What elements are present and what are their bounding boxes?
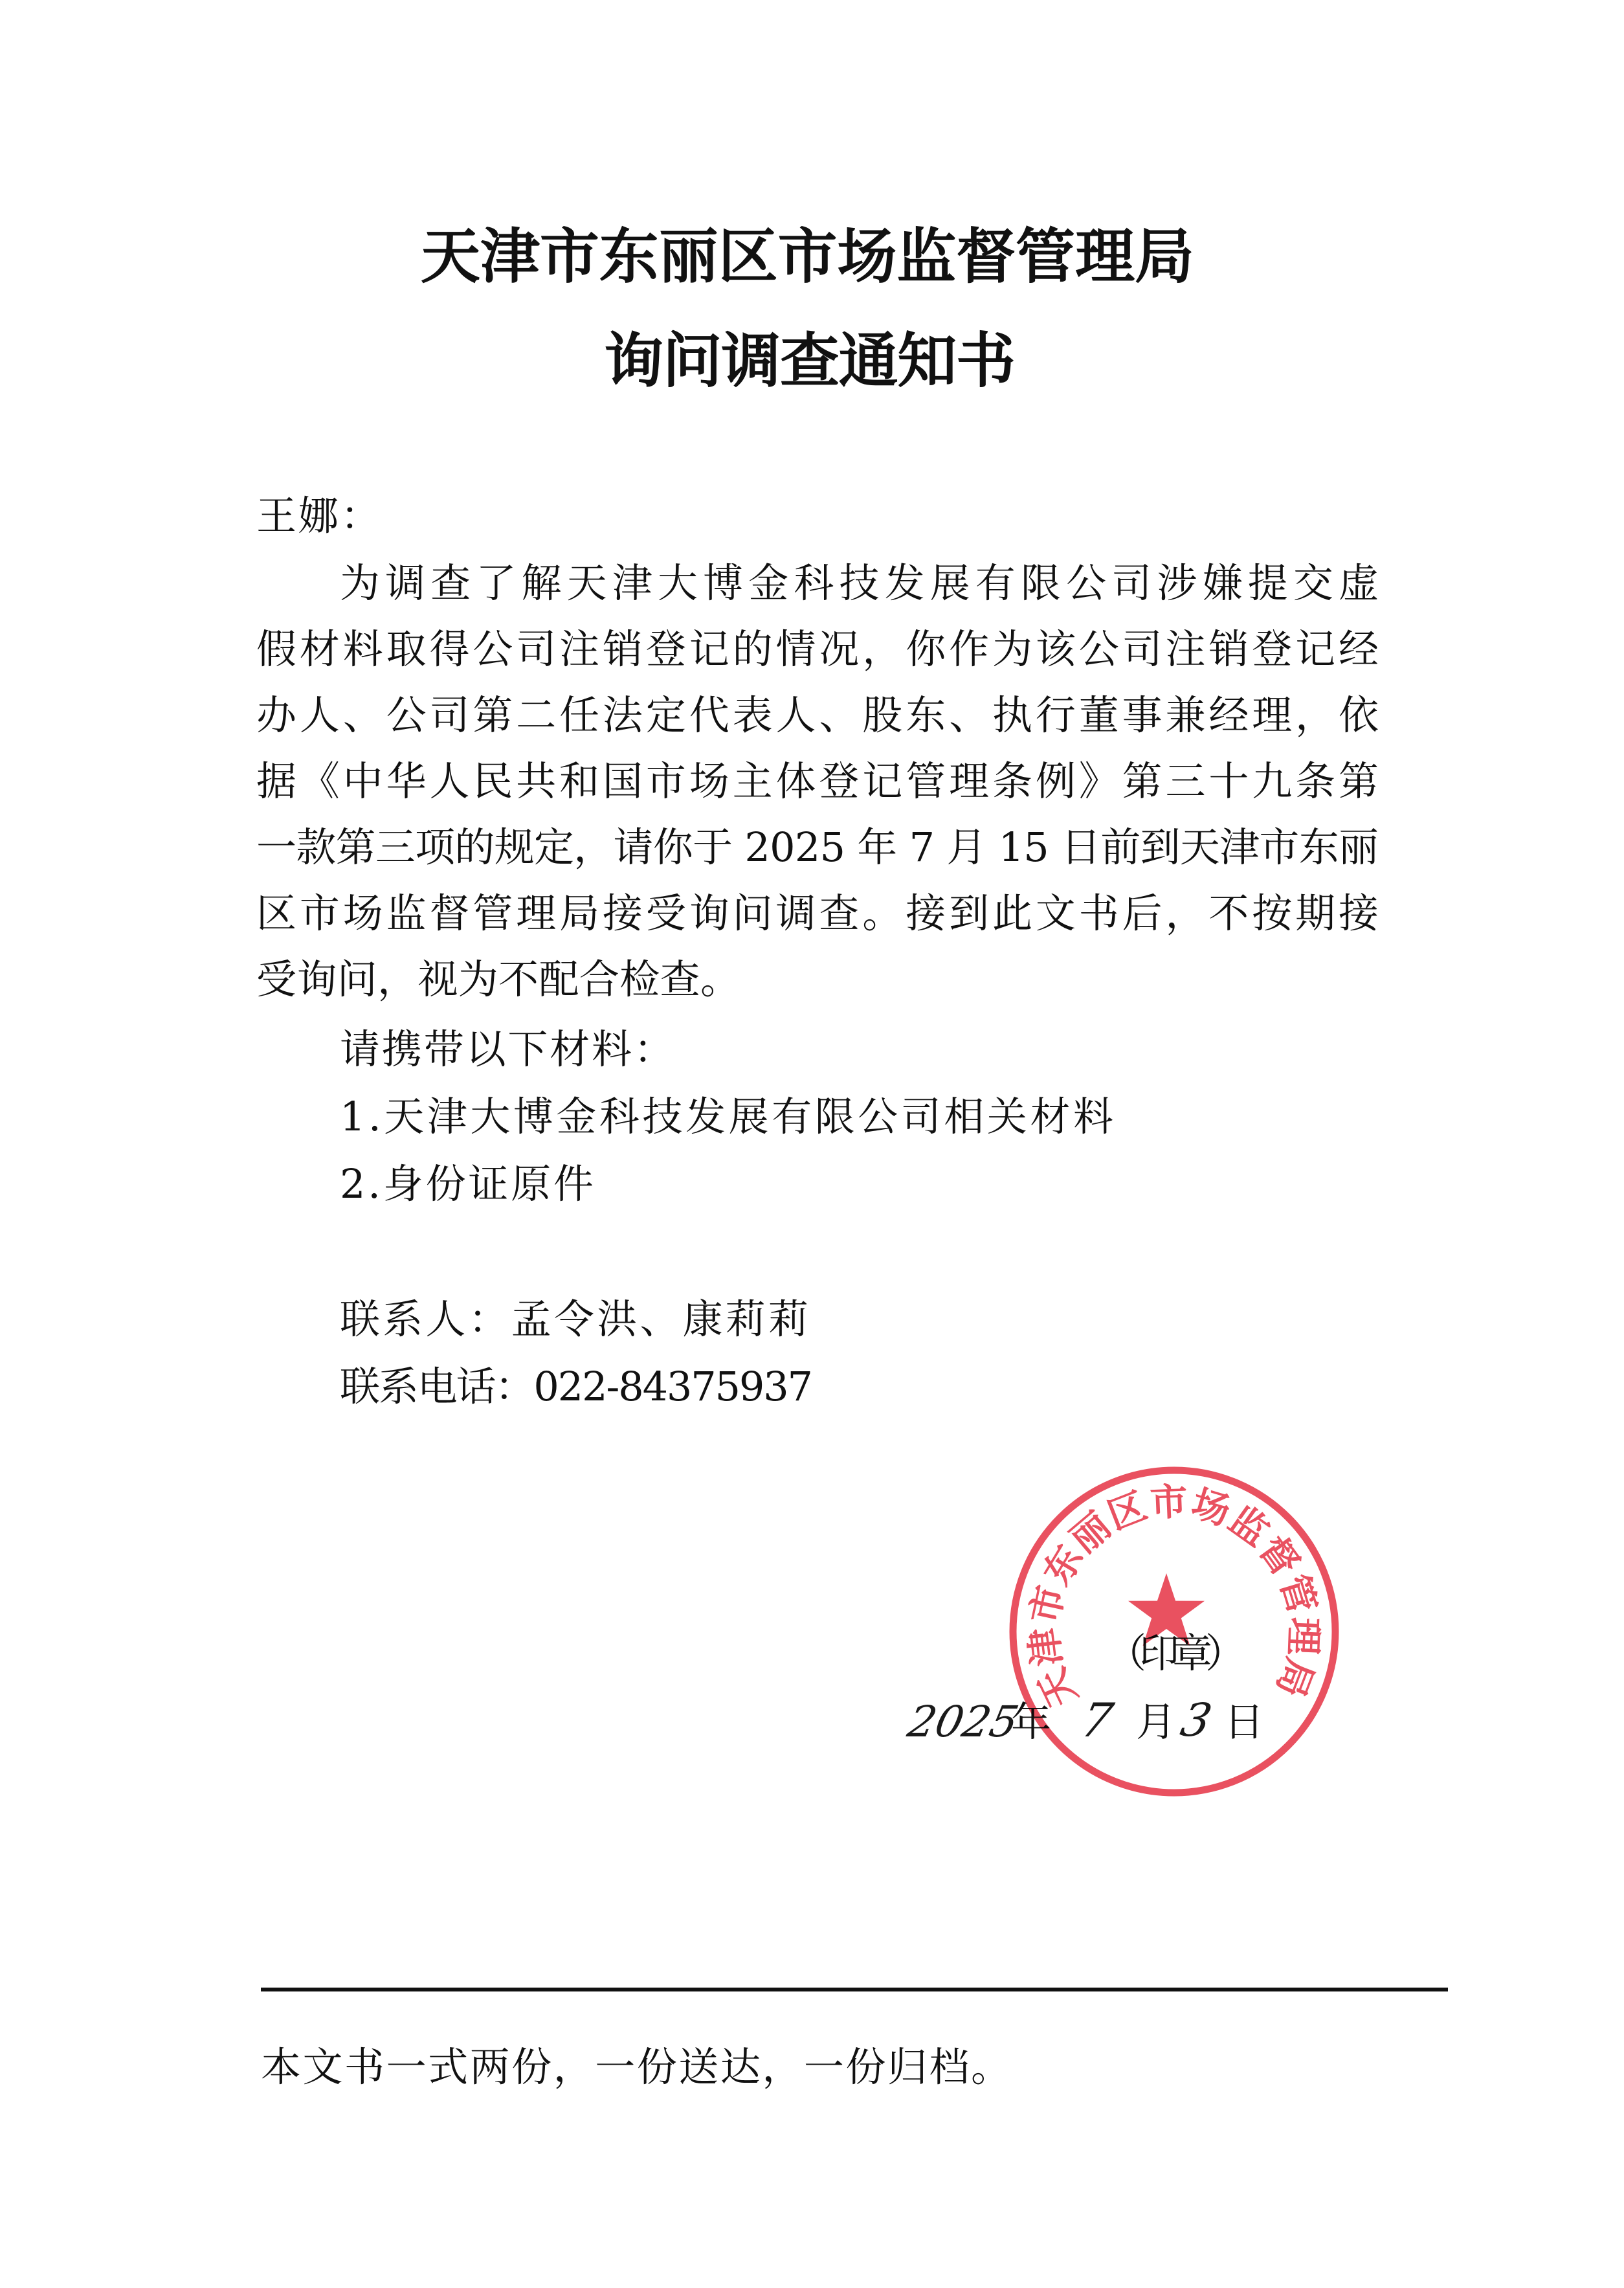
body-line: 假材料取得公司注销登记的情况，你作为该公司注销登记经 xyxy=(256,625,1382,673)
body-line: 一款第三项的规定，请你于 2025 年 7 月 15 日前到天津市东丽 xyxy=(256,824,1379,871)
date-day-handwritten: 3 xyxy=(1176,1694,1217,1747)
official-seal xyxy=(1006,1463,1342,1800)
body-line: 区市场监督管理局接受询问调查。接到此文书后，不按期接 xyxy=(256,890,1382,937)
body-line: 据《中华人民共和国市场主体登记管理条例》第三十九条第 xyxy=(256,757,1382,805)
date-day-unit: 日 xyxy=(1224,1698,1265,1745)
seal-label: （印章） xyxy=(1106,1630,1238,1677)
materials-item: 1.天津大博金科技发展有限公司相关材料 xyxy=(340,1093,1117,1140)
addressee: 王娜： xyxy=(256,492,383,539)
document-title-type: 询问调查通知书 xyxy=(604,326,1015,396)
footer-divider xyxy=(261,1988,1448,1991)
date-year-handwritten: 2025 xyxy=(903,1697,1023,1747)
seal-star-icon xyxy=(1128,1573,1205,1646)
materials-heading: 请携带以下材料： xyxy=(340,1026,676,1073)
date-year-unit: 年 xyxy=(1011,1698,1052,1745)
contact-persons: 联系人：孟令洪、康莉莉 xyxy=(340,1295,812,1343)
seal-text-path: 天津市东丽区市场监督管理局 xyxy=(1021,1479,1326,1714)
body-line: 办人、公司第二任法定代表人、股东、执行董事兼经理，依 xyxy=(256,691,1382,739)
materials-item: 2.身份证原件 xyxy=(340,1160,596,1207)
date-month-unit: 月 xyxy=(1136,1698,1177,1745)
contact-phone: 联系电话：022-84375937 xyxy=(340,1363,812,1410)
document-title-agency: 天津市东丽区市场监督管理局 xyxy=(421,221,1194,291)
body-line: 为调查了解天津大博金科技发展有限公司涉嫌提交虚 xyxy=(340,559,1385,607)
date-month-handwritten: 7 xyxy=(1076,1693,1118,1747)
footer-note: 本文书一式两份，一份送达，一份归档。 xyxy=(261,2043,1013,2091)
body-line: 受询问，视为不配合检查。 xyxy=(256,956,741,1003)
